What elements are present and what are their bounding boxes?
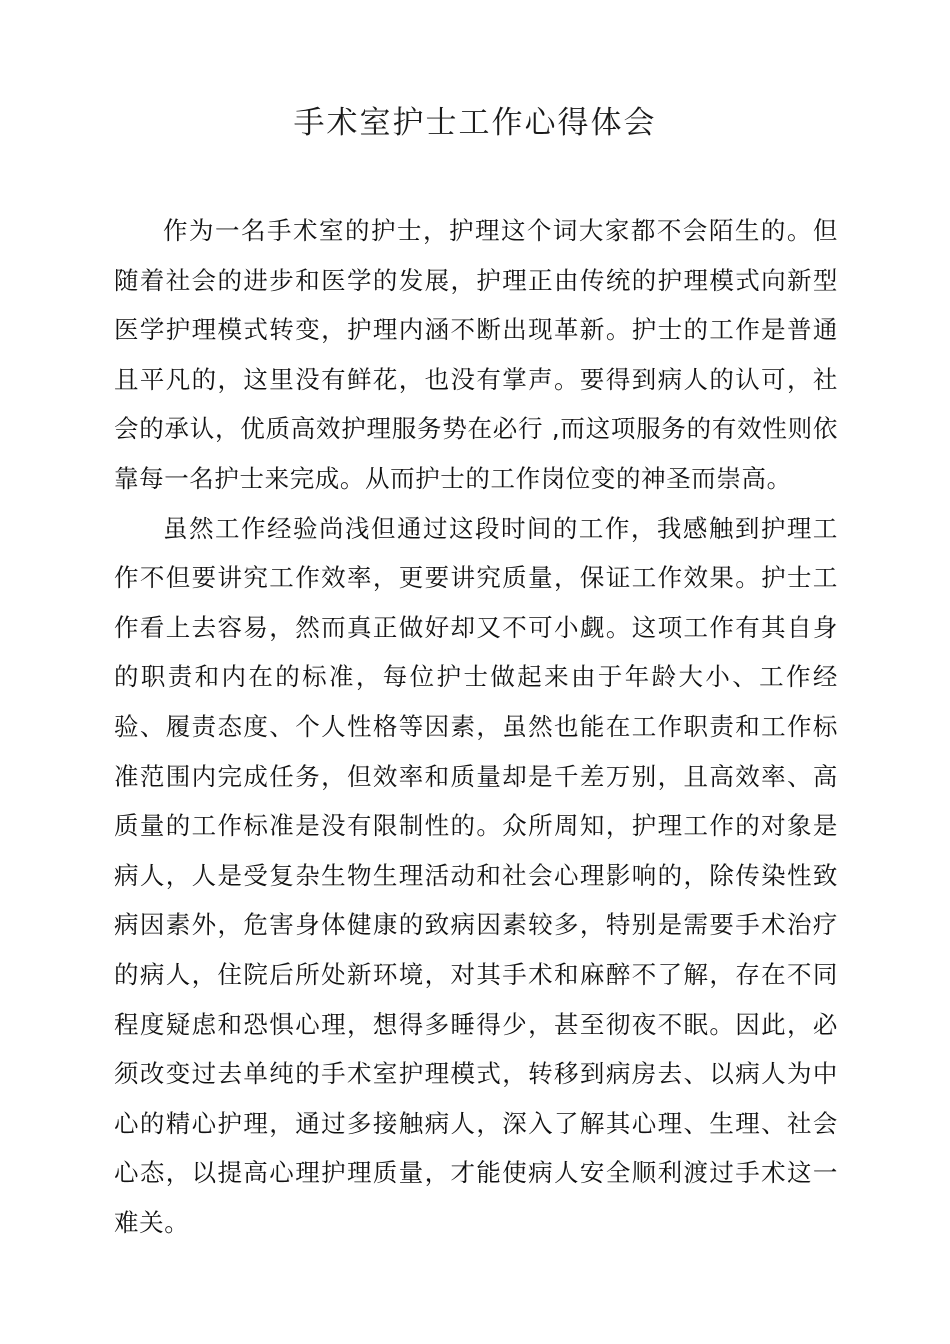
document-body <box>114 206 838 1247</box>
document-title: 手术室护士工作心得体会 <box>293 105 657 141</box>
paragraph-2: 虽然工作经验尚浅但通过这段时间的工作，我感触到护理工作不但要讲究工作效率，更要讲究质量，保证工作效果。护士工作看上去容易，然而真正做好却又不可小觑。这项工作有其自身的职责和内在的标准，每位护士做起来由于年龄大小、工作经验、履责态度、个人性格等因素，虽然也能在工作职责和工作标准范围内完成任务，但效率和质量却是千差万别，且高效率、高质量的工作标准是没有限制性的。众所周知，护理工作的对象是病人，人是受复杂生物生理活动和社会心理影响的，除传染性致病因素外，危害身体健康的致病因素较多，特别是需要手术治疗的病人，住院后所处新环境，对其手术和麻醉不了解，存在不同程度疑虑和恐惧心理，想得多睡得少，甚至彻夜不眠。因此，必须改变过去单纯的手术室护理模式，转移到病房去、以病人为中心的精心护理，通过多接触病人，深入了解其心理、生理、社会心态，以提高心理护理质量，才能使病人安全顺利渡过手术这一难关。 <box>114 513 838 1237</box>
paragraph-1: 作为一名手术室的护士，护理这个词大家都不会陌生的。但随着社会的进步和医学的发展，护理正由传统的护理模式向新型医学护理模式转变，护理内涵不断出现革新。护士的工作是普通且平凡的，这里没有鲜花，也没有掌声。要得到病人的认可，社会的承认，优质高效护理服务势在必行 ,而这项服务的有效性则依靠每一名护士来完成。从而护士的工作岗位变的神圣而崇高。 <box>114 216 838 493</box>
